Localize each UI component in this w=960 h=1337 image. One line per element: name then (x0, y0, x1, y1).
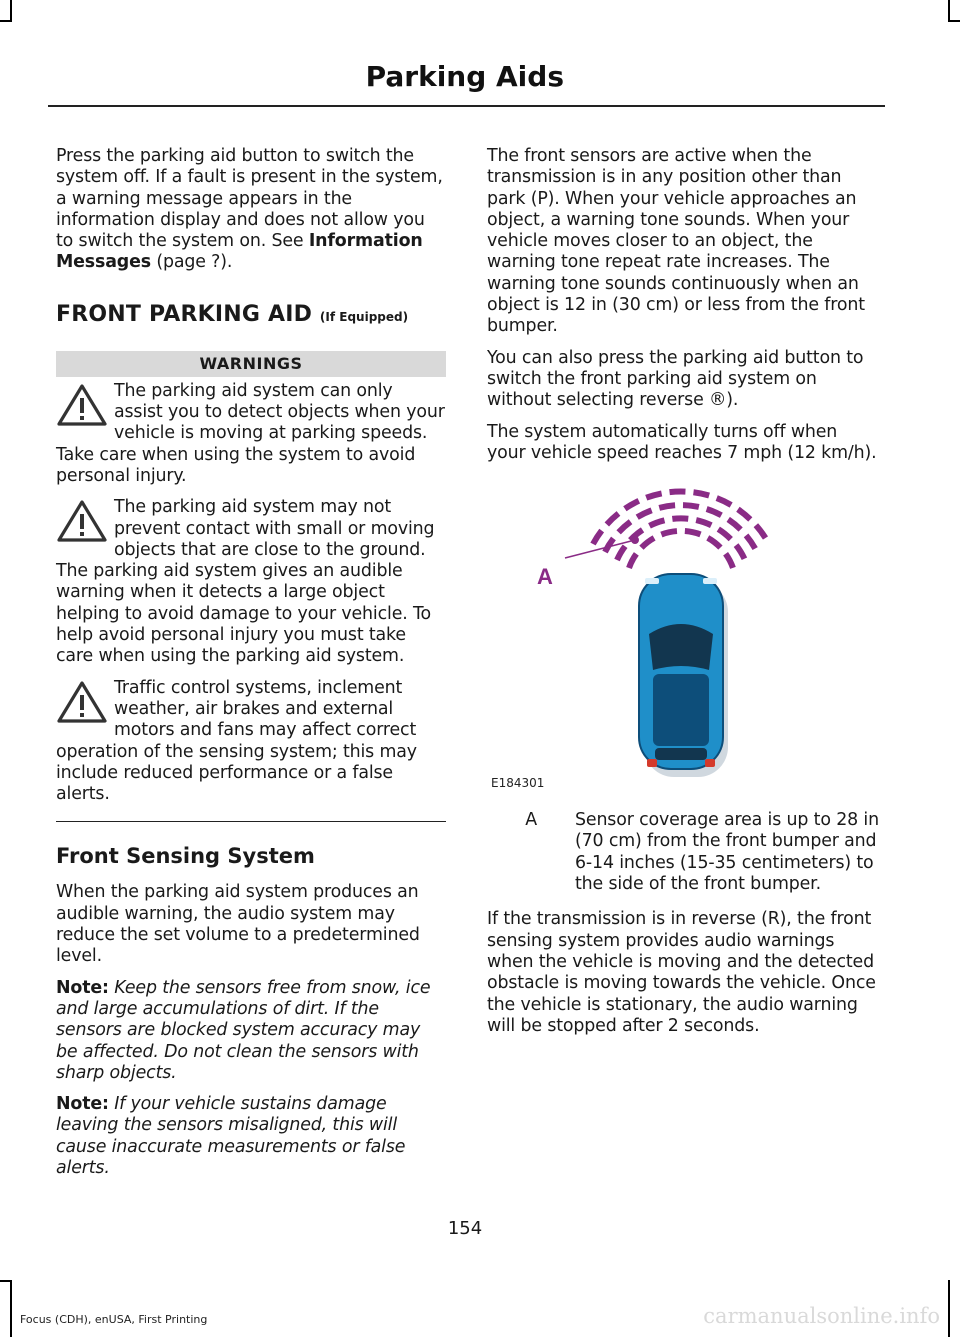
front-sensors-paragraph: The front sensors are active when the transmission is in any position other than park (P). When your vehicle approaches an object, a warning tone sounds. When your vehicle moves closer to an object, the warning tone repeat rate increases. The warning tone sounds continuously when an object is 12 in (30 cm) or less from the front bumper. (487, 146, 865, 337)
note: Note: Keep the sensors free from snow, ice and large accumulations of dirt. If the sensors are blocked system accuracy may be affected. Do not clean the sensors with sharp objects. (56, 977, 431, 1083)
page-number: 154 (447, 1218, 483, 1239)
left-column (56, 146, 446, 1189)
crop-mark (0, 20, 12, 22)
figure-caption (487, 810, 879, 895)
crop-mark (948, 1280, 950, 1337)
crop-mark (948, 0, 950, 22)
warning-item: The parking aid system can only assist you to detect objects when your vehicle is moving at parking speeds. Take care when using the system to avoid personal injury. (56, 380, 445, 486)
subsection-heading: Front Sensing System (56, 844, 315, 869)
header-divider (48, 105, 885, 107)
sensor-arcs (593, 492, 769, 569)
intro-paragraph: Press the parking aid button to switch the system off. If a fault is present in the system, a warning message appears in the information display and does not allow you to switch the system on. See Information Messages (page ?). (56, 146, 443, 273)
information-messages-link[interactable]: Information Messages (56, 231, 423, 273)
warning-triangle-icon (56, 499, 108, 543)
crop-mark (0, 1280, 12, 1282)
warning-item: Traffic control systems, inclement weather, air brakes and external motors and fans may affect correct operation of the sensing system; this may include reduced performance or a false alerts. (56, 677, 417, 805)
warning-triangle-icon (56, 383, 108, 427)
print-info: Focus (CDH), enUSA, First Printing (20, 1313, 208, 1326)
figure-id: E184301 (491, 776, 545, 791)
crop-mark (10, 1280, 12, 1337)
right-column (487, 146, 879, 1047)
warning-item: The parking aid system may not prevent contact with small or moving objects that are close to the ground. The parking aid system gives an audible warning when it detects a large object helping to avoid damage to your vehicle. To help avoid personal injury you must take care when using the parking aid system. (56, 497, 435, 667)
sensing-paragraph: When the parking aid system produces an audible warning, the audio system may reduce the set volume to a predetermined level. (56, 882, 420, 967)
car-illustration (487, 474, 879, 794)
warnings-end-rule (56, 821, 446, 822)
note: Note: If your vehicle sustains damage leaving the sensors misaligned, this will cause inaccurate measurements or false alerts. (56, 1094, 406, 1178)
warnings-heading: WARNINGS (56, 351, 446, 377)
page-title: Parking Aids (365, 60, 564, 93)
section-heading: FRONT PARKING AID (If Equipped) (56, 301, 409, 327)
callout-label-a: A (537, 564, 553, 590)
caption-key: A (525, 810, 537, 831)
watermark: carmanualsonline.info (703, 1304, 940, 1328)
sensor-coverage-figure (487, 474, 879, 794)
warning-triangle-icon (56, 680, 108, 724)
crop-mark (10, 0, 12, 22)
parking-aid-button-paragraph: You can also press the parking aid button to switch the front parking aid system on without selecting reverse ®). (487, 347, 864, 411)
caption-text: Sensor coverage area is up to 28 in (70 cm) from the front bumper and 6-14 inches (15-35 centimeters) to the side of the front bumper. (575, 810, 879, 895)
car-body (639, 574, 728, 777)
callout-dot (631, 536, 639, 544)
reverse-paragraph: If the transmission is in reverse (R), the front sensing system provides audio warnings when the vehicle is moving and the detected obstacle is moving towards the vehicle. Once the vehicle is stationary, the audio warning will be stopped after 2 seconds. (487, 909, 876, 1036)
auto-off-paragraph: The system automatically turns off when your vehicle speed reaches 7 mph (12 km/h). (487, 421, 877, 463)
crop-mark (948, 20, 960, 22)
